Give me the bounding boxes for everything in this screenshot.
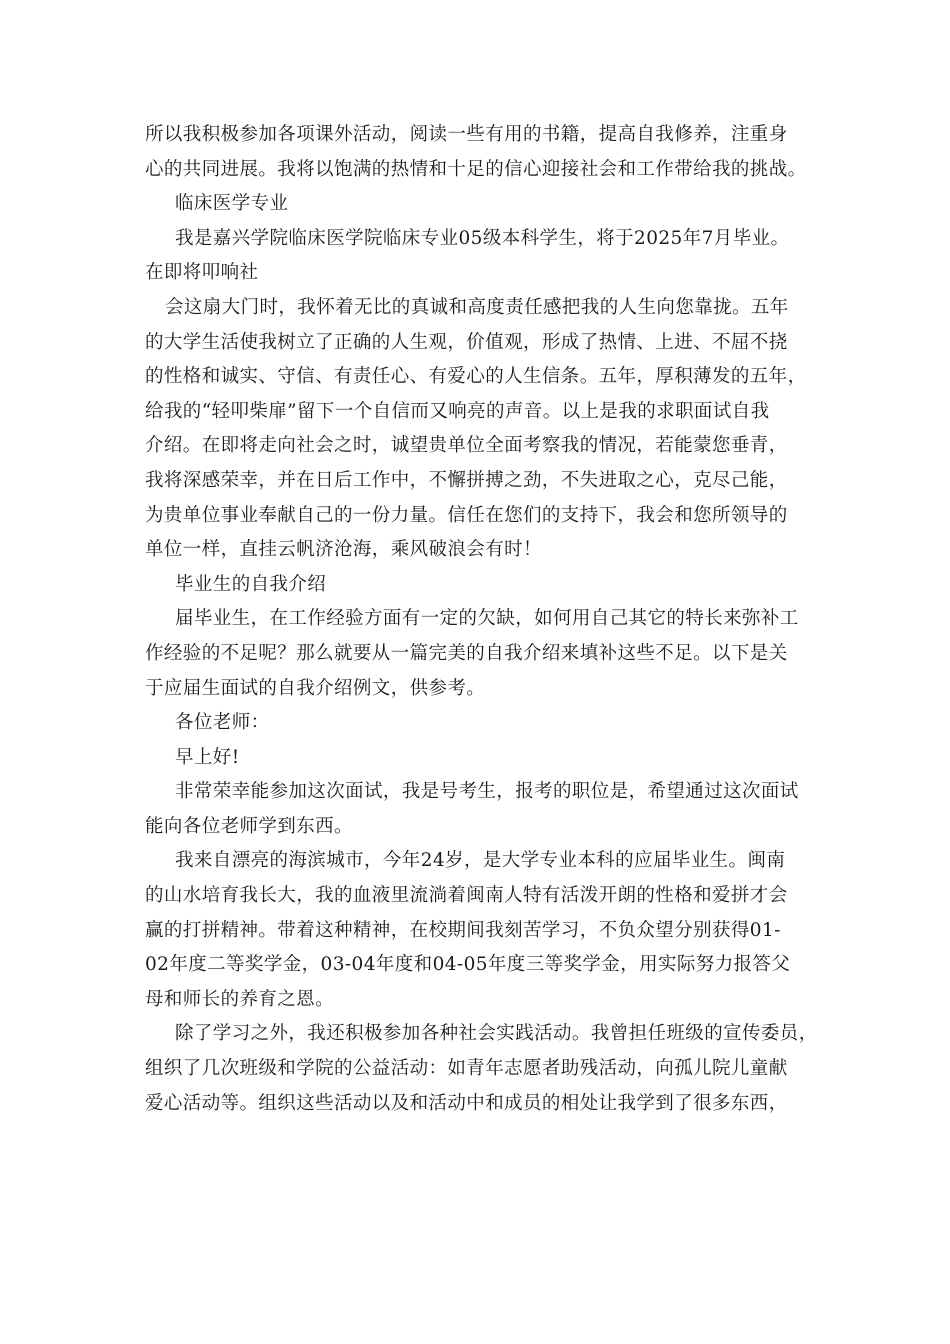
text-line: 赢的打拼精神。带着这种精神，在校期间我刻苦学习，不负众望分别获得01- (145, 919, 781, 941)
text-line: 为贵单位事业奉献自己的一份力量。信任在您们的支持下，我会和您所领导的 (145, 504, 788, 526)
text-line: 的山水培育我长大，我的血液里流淌着闽南人特有活泼开朗的性格和爱拼才会 (145, 885, 788, 907)
text-line: 届毕业生，在工作经验方面有一定的欠缺，如何用自己其它的特长来弥补工 (175, 608, 799, 630)
text-line: 的大学生活使我树立了正确的人生观，价值观，形成了热情、上进、不屈不挠 (145, 331, 788, 353)
text-line: 能向各位老师学到东西。 (145, 815, 353, 837)
text-line: 介绍。在即将走向社会之时，诚望贵单位全面考察我的情况，若能蒙您垂青， (145, 435, 788, 457)
text-line: 会这扇大门时，我怀着无比的真诚和高度责任感把我的人生向您靠拢。五年 (165, 296, 789, 318)
text-line: 爱心活动等。组织这些活动以及和活动中和成员的相处让我学到了很多东西， (145, 1092, 788, 1114)
text-line: 在即将叩响社 (145, 262, 259, 284)
text-line: 单位一样，直挂云帆济沧海，乘风破浪会有时！ (145, 539, 542, 561)
document-body (145, 118, 818, 1121)
text-line: 给我的“轻叩柴扉”留下一个自信而又响亮的声音。以上是我的求职面试自我 (145, 400, 770, 422)
salutation: 各位老师： (175, 712, 270, 734)
text-line: 作经验的不足呢？那么就要从一篇完美的自我介绍来填补这些不足。以下是关 (145, 642, 788, 664)
text-line: 于应届生面试的自我介绍例文，供参考。 (145, 677, 486, 699)
text-line: 心的共同进展。我将以饱满的热情和十足的信心迎接社会和工作带给我的挑战。 (145, 158, 807, 180)
text-line: 的性格和诚实、守信、有责任心、有爱心的人生信条。五年，厚积薄发的五年， (145, 366, 807, 388)
text-line: 非常荣幸能参加这次面试，我是号考生，报考的职位是，希望通过这次面试 (175, 781, 799, 803)
text-line: 组织了几次班级和学院的公益活动：如青年志愿者助残活动，向孤儿院儿童献 (145, 1058, 788, 1080)
text-line: 所以我积极参加各项课外活动，阅读一些有用的书籍，提高自我修养，注重身 (145, 124, 788, 145)
text-line: 我将深感荣幸，并在日后工作中，不懈拼搏之劲，不失进取之心，克尽己能， (145, 469, 788, 491)
section-heading: 毕业生的自我介绍 (175, 573, 327, 595)
text-line: 我是嘉兴学院临床医学院临床专业05级本科学生，将于2025年7月毕业。 (175, 227, 790, 249)
greeting: 早上好! (175, 746, 240, 768)
text-line: 02年度二等奖学金，03-04年度和04-05年度三等奖学金，用实际努力报答父 (145, 954, 791, 976)
text-line: 我来自漂亮的海滨城市，今年24岁，是大学专业本科的应届毕业生。闽南 (175, 850, 786, 872)
text-line: 母和师长的养育之恩。 (145, 988, 335, 1010)
text-line: 除了学习之外，我还积极参加各种社会实践活动。我曾担任班级的宣传委员， (175, 1023, 818, 1045)
section-heading: 临床医学专业 (175, 193, 289, 215)
